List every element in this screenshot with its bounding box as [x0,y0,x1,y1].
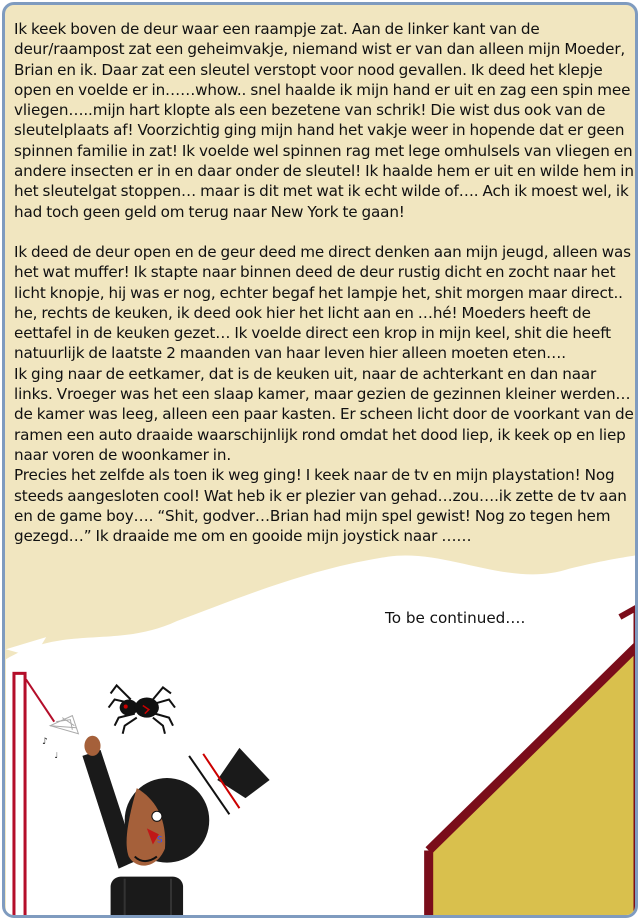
svg-text:S: S [156,835,163,846]
story-paragraph-1: Ik keek boven de deur waar een raampje zat. Aan de linker kant van de deur/raampost zat een geheimvakje, niemand wist er van dan alleen mijn Moeder, Brian en ik. Daar zat een sleutel verstopt voor nood gevallen. Ik deed het klepje open en voelde er in……whow.. snel haalde ik mijn hand er uit en zag een spin mee vliegen…..mijn hart klopte als een bezetene van schrik! Die wist dus ook van de sleutelplaats af! Voorzichtig ging mijn hand het vakje weer in hopende dat er geen spinnen familie in zat! Ik voelde wel spinnen rag met lege omhulsels van vliegen en andere insecten er in en daar onder de sleutel! Ik haalde hem er uit en wilde hem in het sleutelgat stoppen… maar is dit met wat ik echt wilde of…. Ach ik moest wel, ik had toch geen geld om terug naar New York te gaan! [14,20,634,221]
story-paragraph-2: Ik deed de deur open en de geur deed me direct denken aan mijn jeugd, alleen was het wat muffer! Ik stapte naar binnen deed de deur rustig dicht en zocht naar het licht knopje, hij was er nog, echter begaf het lampje het, shit morgen maar direct.. he, rechts de keuken, ik deed ook hier het licht aan en …hé! Moeders heeft de eettafel in de keuken gezet… Ik voelde direct een krop in mijn keel, shit die heeft natuurlijk de laatste 2 maanden van haar leven hier alleen moeten eten…. [14,242,631,363]
music-note-2: ♩ [54,750,59,760]
story-text [14,19,636,546]
story-paragraph-3: Ik ging naar de eetkamer, dat is de keuken uit, naar de achterkant en dan naar links. Vroeger was het een slaap kamer, maar gezien de gezinnen kleiner werden… de kamer was leeg, alleen een paar kasten. Er scheen licht door de voorkant van de ramen een auto draaide waarschijnlijk rond omdat het dood liep, ik keek op en liep naar voren de woonkamer in. [14,364,634,464]
to-be-continued: To be continued…. [385,609,526,627]
story-paragraph-4: Precies het zelfde als toen ik weg ging! I keek naar de tv en mijn playstation! Nog steeds aangesloten cool! Wat heb ik er plezier van gehad…zou….ik zette de tv aan en de game boy…. “Shit, godver…Brian had mijn spel gewist! Nog zo tegen hem gezegd…” Ik draaide me om en gooide mijn joystick naar …… [14,466,627,546]
page-frame [2,2,638,918]
music-note: ♪ [42,736,48,747]
paragraph-gap [14,222,636,242]
